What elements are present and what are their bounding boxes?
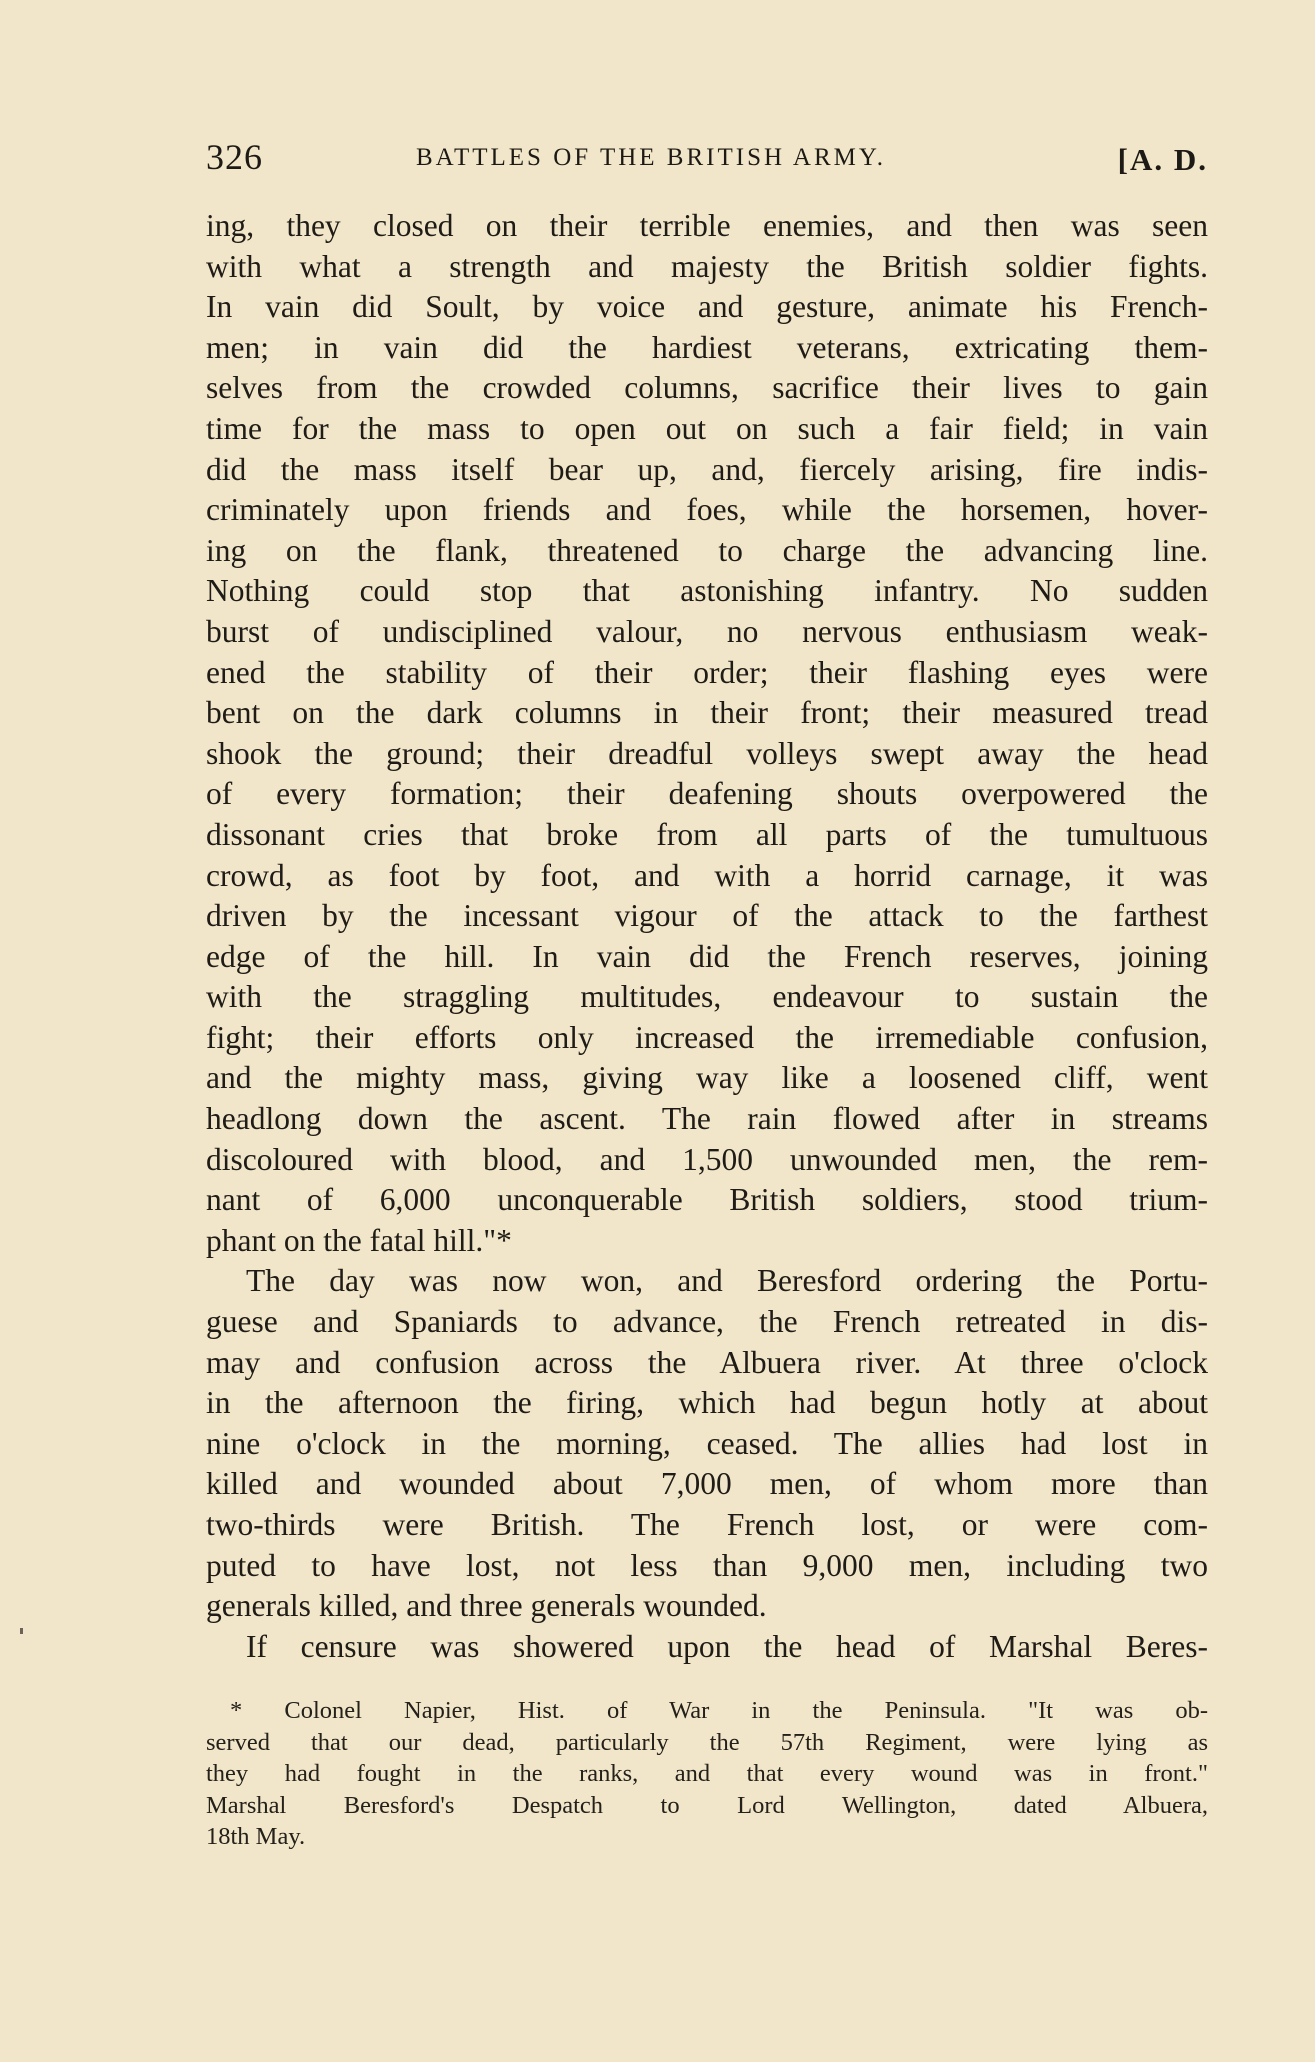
body-line: two-thirds were British. The French lost, or were com- — [206, 1507, 1208, 1542]
body-line: ing, they closed on their terrible enemies, and then was seen — [206, 208, 1208, 243]
body-line: driven by the incessant vigour of the attack to the farthest — [206, 898, 1208, 934]
footnote — [206, 1695, 1208, 1853]
footnote-line: served that our dead, particularly the 57th Regiment, were lying as — [206, 1728, 1208, 1756]
page-number: 326 — [206, 137, 263, 177]
footnote-line: Marshal Beresford's Despatch to Lord Wellington, dated Albuera, — [206, 1791, 1208, 1819]
body-line: headlong down the ascent. The rain flowed after in streams — [206, 1101, 1208, 1137]
body-line: Nothing could stop that astonishing infantry. No sudden — [206, 573, 1208, 609]
body-line: bent on the dark columns in their front; their measured tread — [206, 695, 1208, 731]
body-line: killed and wounded about 7,000 men, of whom more than — [206, 1466, 1208, 1502]
body-line: crowd, as foot by foot, and with a horrid carnage, it was — [206, 857, 1208, 893]
body-line: fight; their efforts only increased the irremediable confusion, — [206, 1019, 1208, 1055]
margin-speck — [20, 1628, 23, 1634]
body-line: with what a strength and majesty the British soldier fights. — [206, 248, 1208, 284]
paragraph-start-line: The day was now won, and Beresford ordering the Portu- — [246, 1263, 1208, 1299]
body-line: puted to have lost, not less than 9,000 men, including two — [206, 1547, 1208, 1583]
paragraph-start-line: If censure was showered upon the head of Marshal Beres- — [246, 1628, 1208, 1664]
body-line: selves from the crowded columns, sacrifice their lives to gain — [206, 370, 1208, 406]
body-line: and the mighty mass, giving way like a loosened cliff, went — [206, 1060, 1208, 1096]
body-line: criminately upon friends and foes, while the horsemen, hover- — [206, 492, 1208, 528]
header-era-mark: [A. D. — [1117, 142, 1208, 177]
body-line: shook the ground; their dreadful volleys swept away the head — [206, 735, 1208, 771]
body-line: with the straggling multitudes, endeavour to sustain the — [206, 979, 1208, 1015]
body-line: discoloured with blood, and 1,500 unwounded men, the rem- — [206, 1141, 1208, 1177]
footnote-line: * Colonel Napier, Hist. of War in the Peninsula. "It was ob- — [230, 1697, 1208, 1724]
body-line: may and confusion across the Albuera river. At three o'clock — [206, 1344, 1208, 1380]
body-line: time for the mass to open out on such a fair field; in vain — [206, 410, 1208, 446]
footnote-line: they had fought in the ranks, and that every wound was in front." — [206, 1760, 1208, 1788]
running-title: BATTLES OF THE BRITISH ARMY. — [416, 144, 886, 171]
body-line: In vain did Soult, by voice and gesture, animate his French- — [206, 289, 1208, 325]
body-line: nant of 6,000 unconquerable British soldiers, stood trium- — [206, 1182, 1208, 1218]
body-text — [206, 206, 1208, 1667]
body-line: of every formation; their deafening shouts overpowered the — [206, 776, 1208, 812]
footnote-line: 18th May. — [206, 1823, 306, 1851]
body-line: edge of the hill. In vain did the French reserves, joining — [206, 938, 1208, 974]
body-line: nine o'clock in the morning, ceased. The allies had lost in — [206, 1425, 1208, 1461]
body-line: ened the stability of their order; their flashing eyes were — [206, 654, 1208, 690]
body-line: dissonant cries that broke from all parts of the tumultuous — [206, 816, 1208, 852]
body-line: burst of undisciplined valour, no nervous enthusiasm weak- — [206, 613, 1208, 649]
body-line: ing on the flank, threatened to charge the advancing line. — [206, 532, 1208, 568]
body-line: did the mass itself bear up, and, fiercely arising, fire indis- — [206, 451, 1208, 487]
body-line: phant on the fatal hill."* — [206, 1222, 512, 1258]
body-line: in the afternoon the firing, which had begun hotly at about — [206, 1385, 1208, 1421]
body-line: generals killed, and three generals wounded. — [206, 1588, 767, 1624]
page-header — [206, 137, 1208, 180]
body-line: guese and Spaniards to advance, the French retreated in dis- — [206, 1304, 1208, 1340]
body-line: men; in vain did the hardiest veterans, extricating them- — [206, 329, 1208, 365]
